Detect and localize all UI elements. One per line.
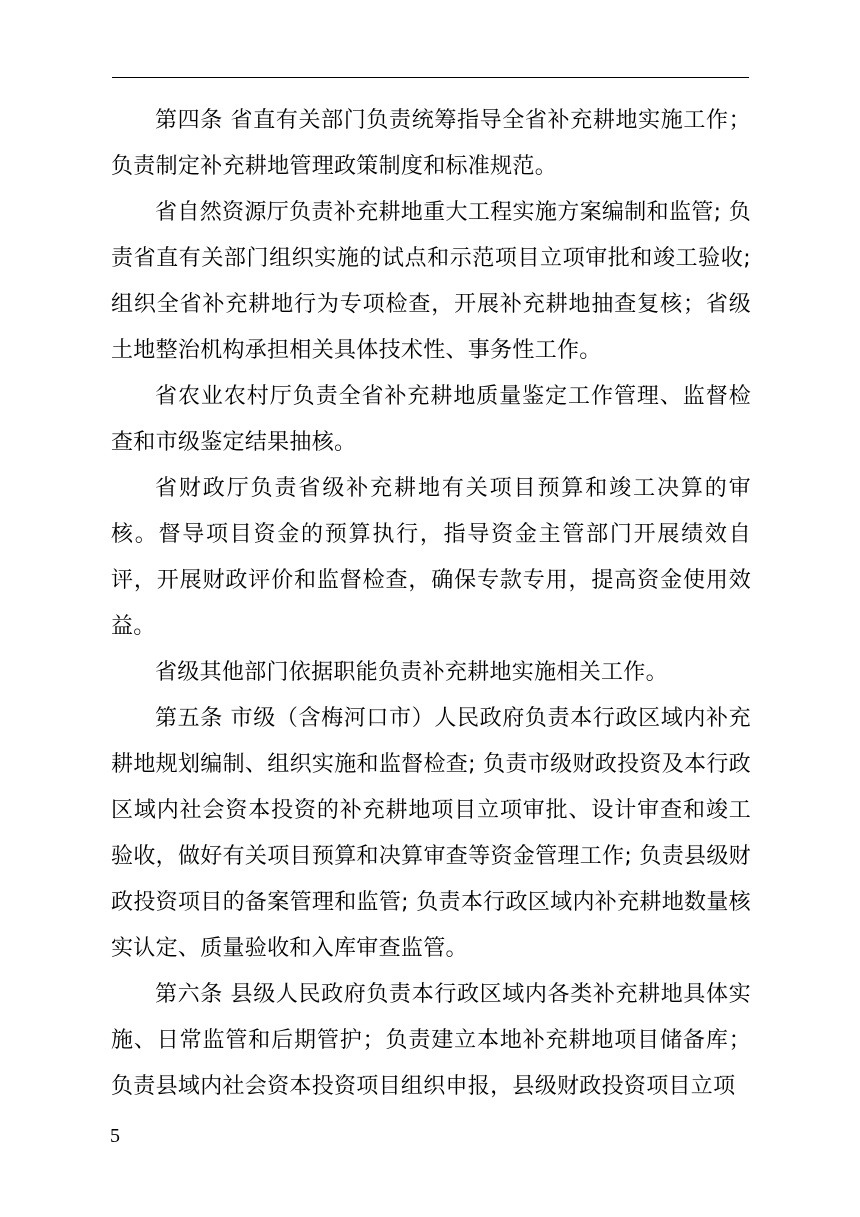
paragraph-finance-dept: 省财政厅负责省级补充耕地有关项目预算和竣工决算的审核。督导项目资金的预算执行，指导资金主管部门开展绩效自评，开展财政评价和监督检查，确保专款专用，提高资金使用效益。 bbox=[111, 476, 751, 639]
page-number: 5 bbox=[110, 1125, 120, 1147]
paragraph-article-4: 第四条 省直有关部门负责统筹指导全省补充耕地实施工作；负责制定补充耕地管理政策制度和标准规范。 bbox=[111, 108, 751, 179]
paragraph-natural-resources-dept: 省自然资源厅负责补充耕地重大工程实施方案编制和监管; 负责省直有关部门组织实施的试点和示范项目立项审批和竣工验收; 组织全省补充耕地行为专项检查，开展补充耕地抽查复核；省级土地整治机构承担相关具体技术性、事务性工作。 bbox=[111, 200, 751, 363]
paragraph-agriculture-dept: 省农业农村厅负责全省补充耕地质量鉴定工作管理、监督检查和市级鉴定结果抽核。 bbox=[111, 384, 751, 455]
document-body bbox=[111, 98, 751, 1110]
paragraph-article-6: 第六条 县级人民政府负责本行政区域内各类补充耕地具体实施、日常监管和后期管护；负责建立本地补充耕地项目储备库；负责县域内社会资本投资项目组织申报，县级财政投资项目立项 bbox=[111, 982, 751, 1099]
paragraph-article-5: 第五条 市级（含梅河口市）人民政府负责本行政区域内补充耕地规划编制、组织实施和监督检查; 负责市级财政投资及本行政区域内社会资本投资的补充耕地项目立项审批、设计审查和竣工验收，做好有关项目预算和决算审查等资金管理工作; 负责县级财政投资项目的备案管理和监管; 负责本行政区域内补充耕地数量核实认定、质量验收和入库审查监管。 bbox=[111, 706, 751, 961]
paragraph-other-depts: 省级其他部门依据职能负责补充耕地实施相关工作。 bbox=[155, 660, 668, 685]
header-rule bbox=[112, 77, 749, 78]
